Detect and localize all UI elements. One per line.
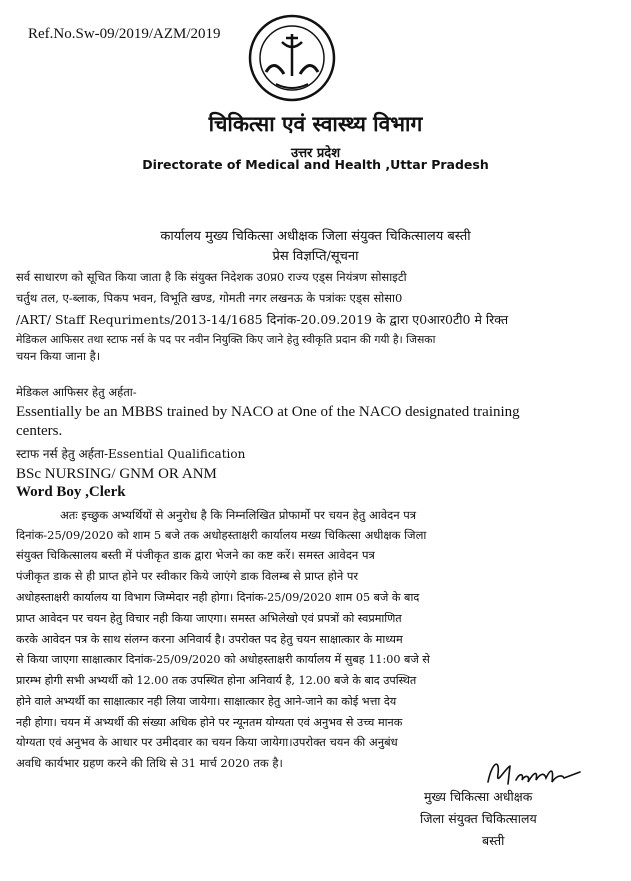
para1-line: चर्तुथ तल, ए-ब्लाक, पिकप भवन, विभूति खण्ड, गोमती नगर लखनऊ के पत्रांकः एड्स सोसा0 [16,291,403,305]
para2-line: नही होगा। चयन में अभ्यर्थी की संख्या अधिक होने पर न्यूनतम योग्यता एवं अनुभव से उच्च मानक [16,716,403,729]
up-government-emblem [236,12,348,104]
para2-line: पंजीकृत डाक से ही प्राप्त होने पर स्वीकार किये जाएंगे डाक विलम्ब से प्राप्त होने पर [16,569,359,583]
para1-line: सर्व साधारण को सूचित किया जाता है कि संयुक्त निदेशक उ0प्र0 राज्य एड्स नियंत्रण सोसाइटी [16,270,407,284]
signatory-designation: मुख्य चिकित्सा अधीक्षक [424,789,533,804]
mo-qualification-line: centers. [16,423,63,439]
signatory-location: बस्ती [482,833,505,848]
signatory-office: जिला संयुक्त चिकित्सालय [420,811,537,826]
handwritten-signature [480,752,590,792]
para2-line: प्राप्त आवेदन पर चयन हेतु विचार नही किया जाएगा। समस्त अभिलेखो एवं प्रपत्रों को स्वप्रमाणित [16,612,402,625]
staff-nurse-qualification: BSc NURSING/ GNM OR ANM [16,466,217,482]
para2-line: से किया जाएगा साक्षात्कार दिनांक-25/09/2020 को अधोहस्ताक्षरी कार्यालय में सुबह 11:00 बजे से [16,653,430,666]
para1-line: /ART/ Staff Requriments/2013-14/1685 दिनांक-20.09.2019 के द्वारा ए0आर0टी0 मे रिक्त [16,312,509,327]
para1-line: मेडिकल आफिसर तथा स्टाफ नर्स के पद पर नवीन नियुक्ति किए जाने हेतु स्वीकृति प्रदान की गयी है। जिसका [16,333,436,346]
word-boy-clerk: Word Boy ,Clerk [16,484,126,500]
para2-line: दिनांक-25/09/2020 को शाम 5 बजे तक अधोहस्ताक्षरी कार्यालय मख्य चिकित्सा अधीक्षक जिला [16,528,427,542]
para2-line: प्रारम्भ होगी सभी अभ्यर्थी को 12.00 तक उपस्थित होना अनिवार्य है, 12.00 बजे के बाद उपस्थित [16,674,417,687]
mo-qualification-line: Essentially be an MBBS trained by NACO at One of the NACO designated training [16,404,520,420]
para2-line: योग्यता एवं अनुभव के आधार पर उमीदवार का चयन किया जायेगा।उपरोक्त चयन की अनुबंध [16,735,398,749]
para2-line: अवधि कार्यभार ग्रहण करने की तिथि से 31 मार्च 2020 तक है। [16,756,283,770]
para2-line: अधोहस्ताक्षरी कार्यालय या विभाग जिम्मेदार नही होगा। दिनांक-25/09/2020 शाम 05 बजे के बाद [16,591,420,604]
state-subtitle: उत्तर प्रदेश [290,146,341,161]
press-release-heading: प्रेस विज्ञप्ति/सूचना [272,249,359,264]
para2-line: होने वाले अभ्यर्थी का साक्षात्कार नही लिया जायेगा। साक्षात्कार हेतु आने-जाने का कोई भत्ता देय [16,695,397,708]
directorate-subtitle: Directorate of Medical and Health ,Uttar Pradesh [142,157,489,172]
para2-line: करके आवेदन पत्र के साथ संलग्न करना अनिवार्य है। उपरोक्त पद हेतु चयन साक्षात्कार के माध्यम [16,633,403,646]
medical-officer-label: मेडिकल आफिसर हेतु अर्हता- [16,385,137,399]
para1-line: चयन किया जाना है। [16,349,101,363]
staff-nurse-label: स्टाफ नर्स हेतु अर्हता-Essential Qualification [16,447,246,461]
office-line: कार्यालय मुख्य चिकित्सा अधीक्षक जिला संयुक्त चिकित्सालय बस्ती [160,229,471,244]
reference-number: Ref.No.Sw-09/2019/AZM/2019 [28,26,221,42]
para2-line: अतः इच्छुक अभ्यर्थियों से अनुरोध है कि निम्नलिखित प्रोफार्मो पर चयन हेतु आवेदन पत्र [60,508,417,522]
para2-line: संयुक्त चिकित्सालय बस्ती में पंजीकृत डाक द्वारा भेजने का कष्ट करें। समस्त आवेदन पत्र [16,548,375,562]
department-title: चिकित्सा एवं स्वास्थ्य विभाग [208,111,423,136]
